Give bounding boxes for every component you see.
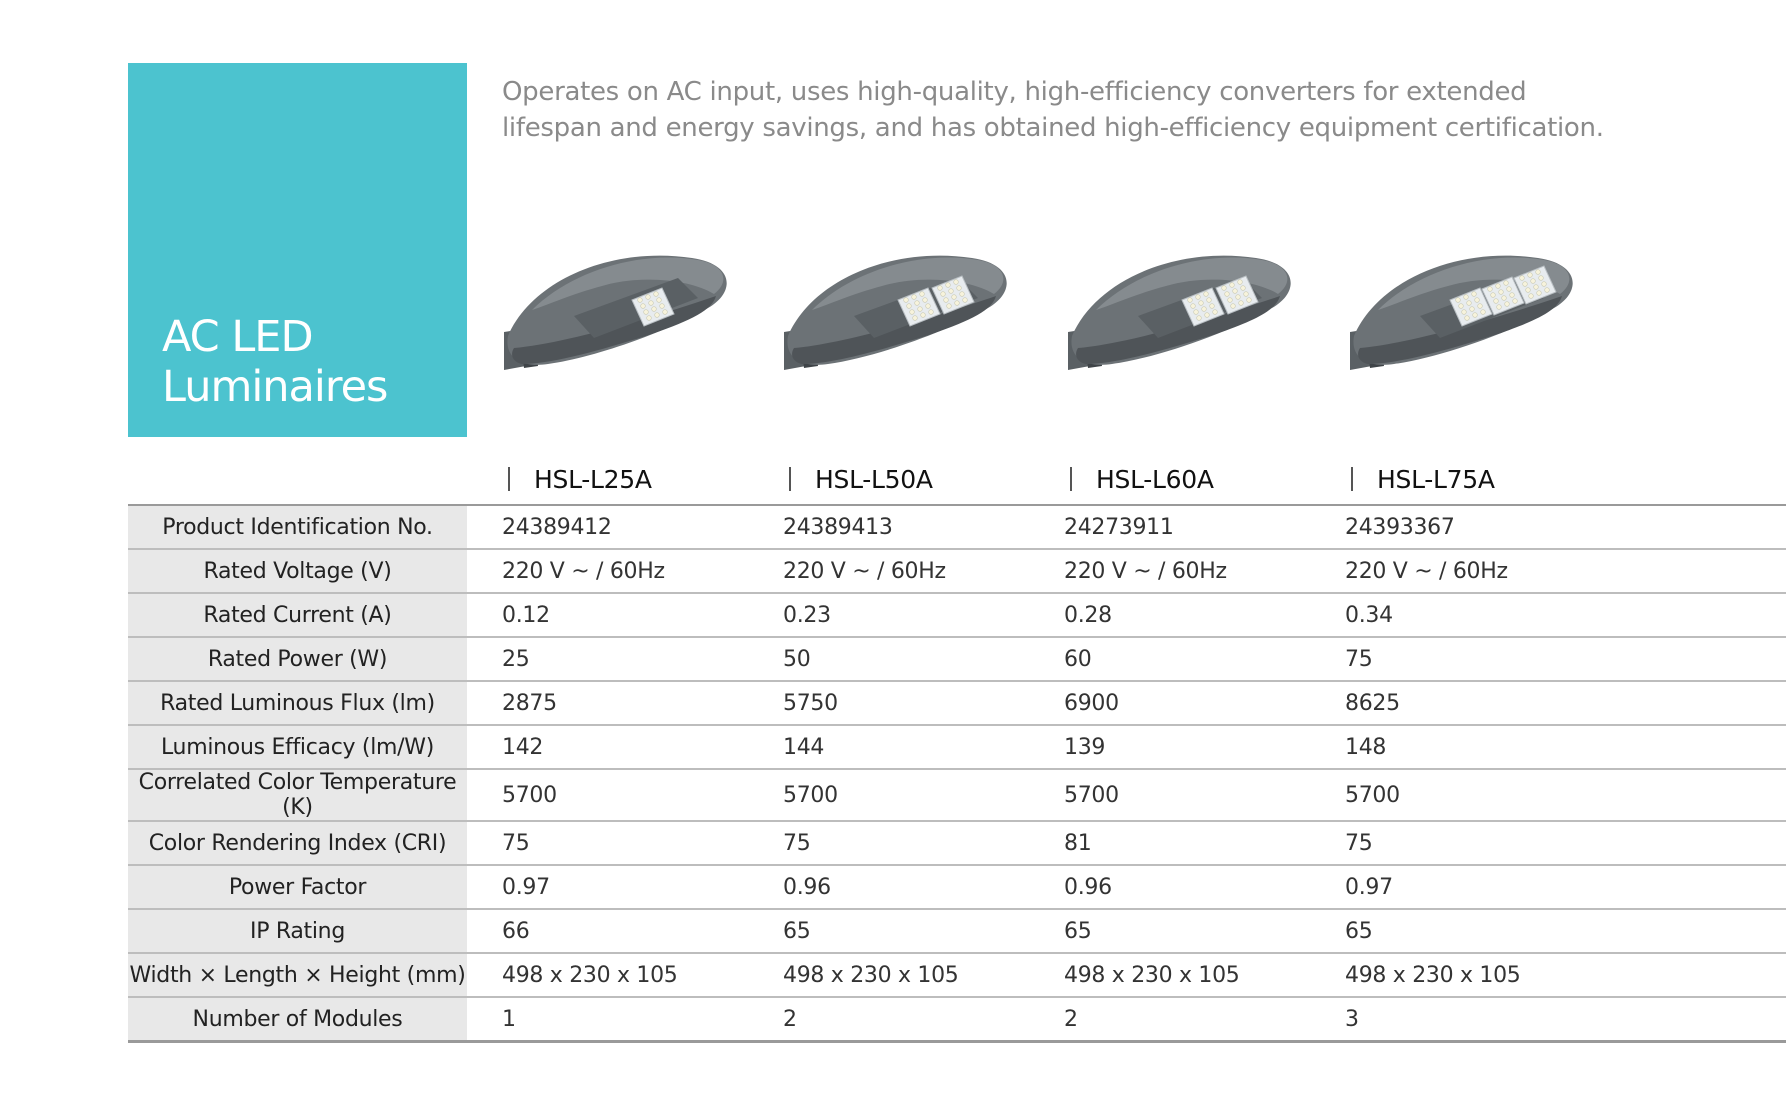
row-gap [467,997,502,1042]
table-row [128,909,1786,953]
row-gap [467,953,502,997]
table-row [128,769,1786,821]
row-label: Color Rendering Index (CRI) [128,821,467,865]
table-cell: 5700 [1064,769,1345,821]
table-row [128,637,1786,681]
streetlight-icon [782,240,1012,400]
row-label: Rated Current (A) [128,593,467,637]
table-cell: 144 [783,725,1064,769]
table-cell: 75 [502,821,783,865]
table-row [128,593,1786,637]
row-gap [467,593,502,637]
product-image-hsl-l25a [502,240,732,400]
row-label: Luminous Efficacy (lm/W) [128,725,467,769]
table-row [128,505,1786,549]
table-cell: 24389412 [502,505,783,549]
product-image-hsl-l75a [1348,240,1578,400]
row-gap [467,505,502,549]
table-cell: 25 [502,637,783,681]
product-image-hsl-l50a [782,240,1012,400]
intro-paragraph [502,74,1652,146]
row-label: Rated Power (W) [128,637,467,681]
model-header [789,462,933,498]
row-gap [467,637,502,681]
table-cell: 220 V ~ / 60Hz [1064,549,1345,593]
table-cell: 75 [783,821,1064,865]
row-gap [467,909,502,953]
table-row [128,953,1786,997]
page-title-line1: AC LED [162,312,313,362]
table-cell: 0.34 [1345,593,1786,637]
table-cell: 50 [783,637,1064,681]
table-cell: 2 [783,997,1064,1042]
table-row [128,865,1786,909]
table-cell: 498 x 230 x 105 [1064,953,1345,997]
row-gap [467,769,502,821]
table-cell: 24273911 [1064,505,1345,549]
row-label: Rated Luminous Flux (lm) [128,681,467,725]
row-label: Correlated Color Temperature (K) [128,769,467,821]
row-label: IP Rating [128,909,467,953]
streetlight-icon [1066,240,1296,400]
row-label: Power Factor [128,865,467,909]
table-cell: 0.96 [783,865,1064,909]
table-cell: 5700 [502,769,783,821]
intro-line1: Operates on AC input, uses high-quality, high-efficiency converters for extended [502,77,1527,107]
table-row [128,549,1786,593]
table-cell: 0.12 [502,593,783,637]
table-cell: 0.97 [1345,865,1786,909]
table-cell: 0.28 [1064,593,1345,637]
table-cell: 498 x 230 x 105 [783,953,1064,997]
model-header [508,462,652,498]
row-gap [467,821,502,865]
table-cell: 65 [1345,909,1786,953]
table-cell: 1 [502,997,783,1042]
table-cell: 0.96 [1064,865,1345,909]
model-header [1070,462,1214,498]
model-name: HSL-L75A [1377,465,1495,494]
page-title-line2: Luminaires [162,362,388,412]
table-cell: 24389413 [783,505,1064,549]
table-cell: 75 [1345,637,1786,681]
table-row [128,821,1786,865]
product-image-hsl-l60a [1066,240,1296,400]
streetlight-icon [1348,240,1578,400]
table-cell: 60 [1064,637,1345,681]
table-cell: 2 [1064,997,1345,1042]
table-cell: 0.23 [783,593,1064,637]
table-cell: 0.97 [502,865,783,909]
row-gap [467,549,502,593]
table-cell: 220 V ~ / 60Hz [783,549,1064,593]
table-row [128,681,1786,725]
table-cell: 142 [502,725,783,769]
streetlight-icon [502,240,732,400]
table-cell: 6900 [1064,681,1345,725]
table-cell: 3 [1345,997,1786,1042]
table-cell: 66 [502,909,783,953]
table-cell: 24393367 [1345,505,1786,549]
table-cell: 148 [1345,725,1786,769]
separator-bar [508,467,510,491]
model-header [1351,462,1495,498]
table-cell: 8625 [1345,681,1786,725]
row-gap [467,725,502,769]
table-cell: 139 [1064,725,1345,769]
table-cell: 65 [1064,909,1345,953]
row-gap [467,865,502,909]
table-row [128,725,1786,769]
table-cell: 220 V ~ / 60Hz [502,549,783,593]
row-label: Rated Voltage (V) [128,549,467,593]
row-label: Product Identification No. [128,505,467,549]
table-cell: 2875 [502,681,783,725]
title-block [128,63,467,437]
table-cell: 5700 [783,769,1064,821]
spec-table [128,504,1786,1043]
table-cell: 65 [783,909,1064,953]
separator-bar [789,467,791,491]
table-cell: 5700 [1345,769,1786,821]
table-row [128,997,1786,1042]
table-cell: 81 [1064,821,1345,865]
table-cell: 5750 [783,681,1064,725]
table-cell: 220 V ~ / 60Hz [1345,549,1786,593]
model-name: HSL-L25A [534,465,652,494]
intro-line2: lifespan and energy savings, and has obtained high-efficiency equipment certification. [502,113,1604,143]
table-cell: 498 x 230 x 105 [502,953,783,997]
model-name: HSL-L60A [1096,465,1214,494]
row-label: Number of Modules [128,997,467,1042]
table-cell: 75 [1345,821,1786,865]
row-gap [467,681,502,725]
model-name: HSL-L50A [815,465,933,494]
table-cell: 498 x 230 x 105 [1345,953,1786,997]
page-title [162,312,387,412]
separator-bar [1351,467,1353,491]
separator-bar [1070,467,1072,491]
row-label: Width × Length × Height (mm) [128,953,467,997]
